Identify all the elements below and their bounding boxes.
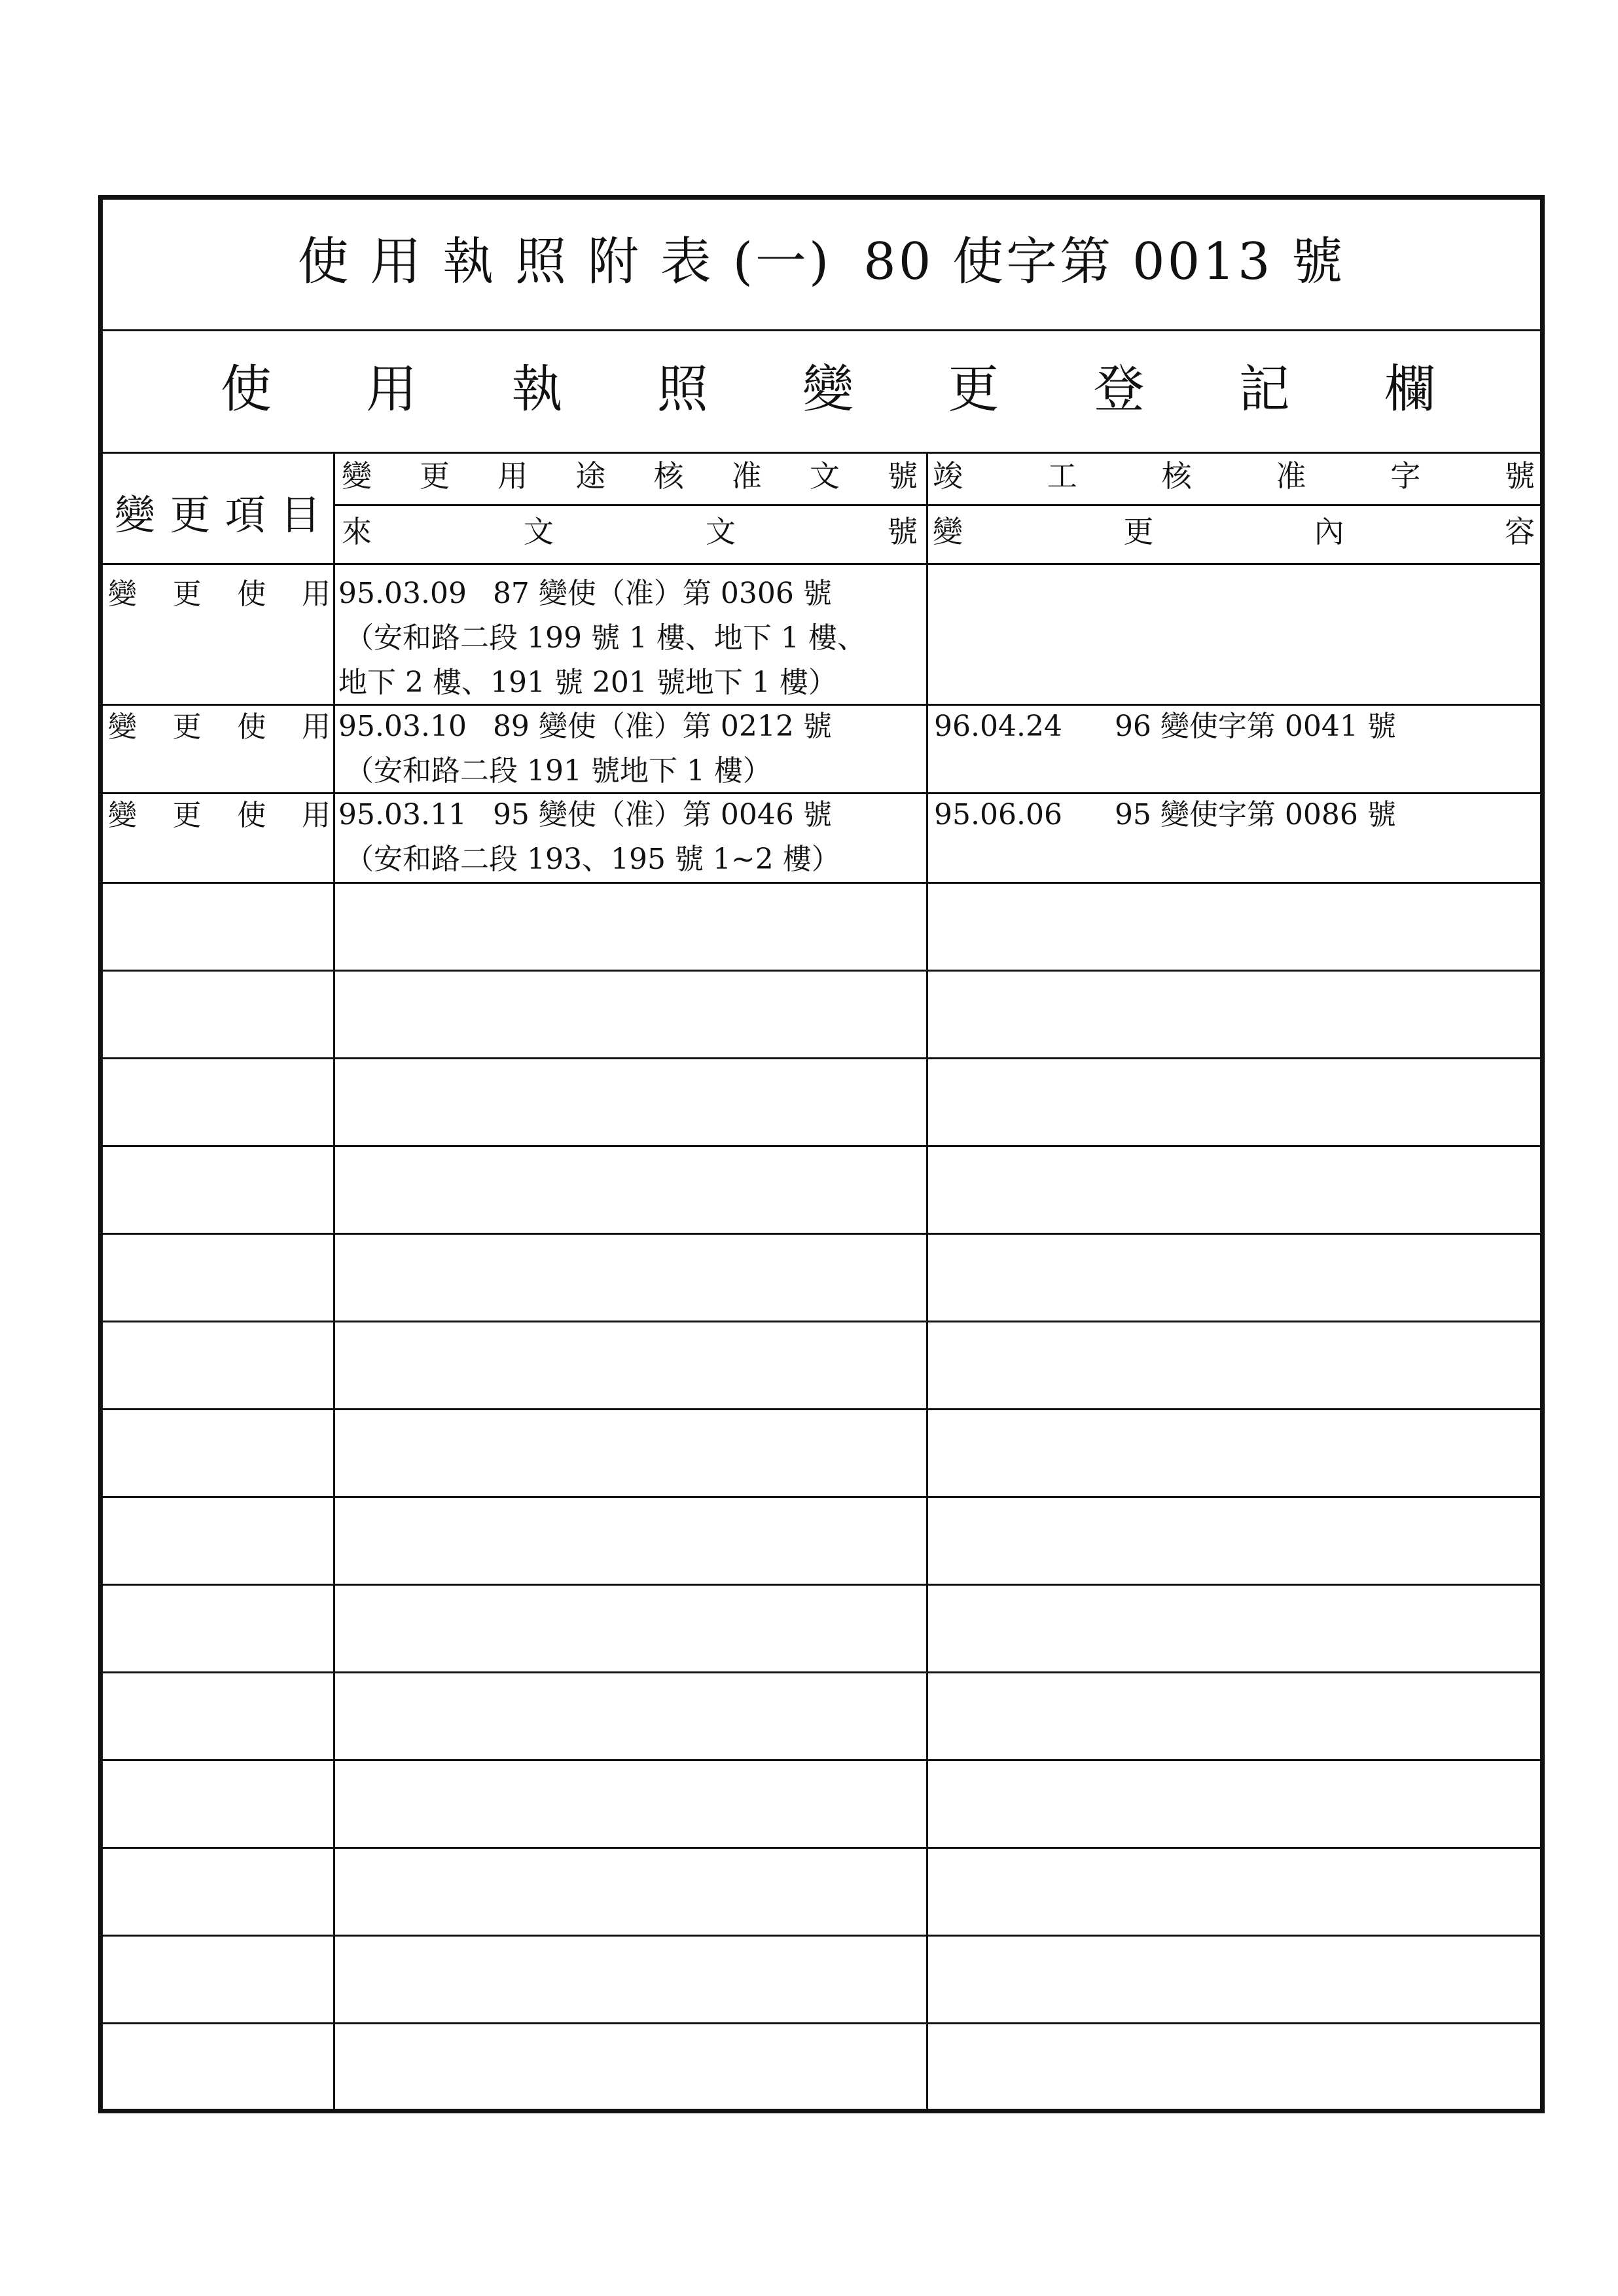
- doc-note-line: （安和路二段 191 號地下 1 樓）: [345, 754, 772, 788]
- doc-date: 95.03.09: [338, 577, 467, 610]
- divider: [103, 452, 1540, 454]
- header-approval-doc-no: 變更用途核准文號: [342, 458, 918, 494]
- entry-item: 變更使用: [108, 577, 331, 611]
- divider: [103, 329, 1540, 331]
- empty-row-divider: [103, 2022, 1540, 2024]
- entry-item: 變更使用: [108, 710, 331, 744]
- empty-row-divider: [103, 1671, 1540, 1673]
- header-incoming-doc-no: 來文文號: [342, 514, 918, 549]
- form-title-number: 80 使字第 0013 號: [863, 232, 1346, 291]
- entry-doc: [338, 793, 832, 837]
- completion-date: 96.04.24: [934, 710, 1062, 743]
- form-title-main: 使 用 執 照 附 表 (一): [297, 232, 832, 291]
- entry-item: 變更使用: [108, 799, 331, 832]
- form-subtitle: 使用執照變更登記欄: [221, 360, 1435, 419]
- completion-number: 95 變使字第 0086 號: [1114, 798, 1396, 831]
- empty-row-divider: [103, 1321, 1540, 1322]
- doc-date: 95.03.10: [338, 710, 467, 743]
- empty-row-divider: [103, 1057, 1540, 1059]
- entry-completion: [934, 704, 1396, 749]
- entry-doc: [338, 704, 832, 749]
- doc-number: 87 變使（准）第 0306 號: [492, 577, 832, 610]
- empty-row-divider: [103, 1584, 1540, 1586]
- entry-doc: [338, 572, 832, 616]
- divider: [103, 563, 1540, 565]
- empty-row-divider: [103, 1408, 1540, 1410]
- divider: [103, 882, 1540, 884]
- doc-note-line: 地下 2 樓、191 號 201 號地下 1 樓）: [338, 666, 837, 699]
- empty-row-divider: [103, 1759, 1540, 1761]
- column-divider: [926, 452, 928, 2113]
- completion-number: 96 變使字第 0041 號: [1114, 710, 1396, 743]
- column-divider: [333, 452, 335, 2113]
- doc-note-line: （安和路二段 199 號 1 樓、地下 1 樓、: [345, 621, 866, 655]
- form-title: [103, 226, 1540, 298]
- empty-row-divider: [103, 1233, 1540, 1235]
- divider: [335, 504, 1545, 506]
- header-change-item: 變更項目: [115, 491, 321, 539]
- empty-row-divider: [103, 1496, 1540, 1498]
- doc-number: 95 變使（准）第 0046 號: [492, 798, 832, 831]
- change-registration-form: [98, 195, 1545, 2113]
- empty-row-divider: [103, 1145, 1540, 1147]
- doc-number: 89 變使（准）第 0212 號: [492, 710, 832, 743]
- doc-date: 95.03.11: [338, 798, 467, 831]
- header-change-content: 變更內容: [933, 514, 1535, 549]
- doc-note-line: （安和路二段 193、195 號 1~2 樓）: [345, 843, 840, 876]
- empty-row-divider: [103, 970, 1540, 972]
- completion-date: 95.06.06: [934, 798, 1062, 831]
- empty-row-divider: [103, 1935, 1540, 1937]
- empty-row-divider: [103, 1847, 1540, 1849]
- entry-completion: [934, 793, 1396, 837]
- header-completion-no: 竣工核准字號: [933, 458, 1535, 494]
